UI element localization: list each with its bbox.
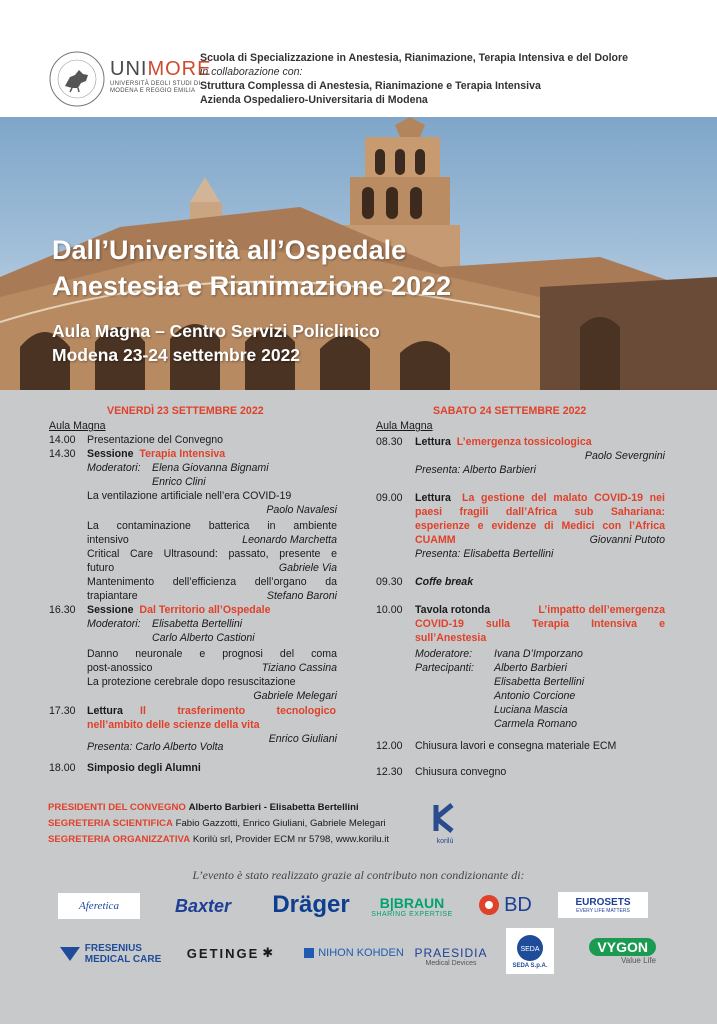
- sponsor-bbraun-logo: [364, 892, 460, 920]
- presenter-name: Elisabetta Bertellini: [463, 548, 554, 560]
- sponsor-draeger-logo: [270, 890, 352, 920]
- lecture-title: CUAMM: [415, 534, 456, 546]
- program-item: Presentazione del Convegno: [87, 434, 224, 446]
- session-heading: [87, 604, 271, 618]
- participant: Luciana Mascia: [494, 704, 568, 716]
- sponsor-name: B|BRAUN: [379, 894, 445, 911]
- event-subtitle: [52, 319, 380, 367]
- sponsor-fresenius-logo: [56, 940, 164, 968]
- sponsor-name: GETINGE: [186, 945, 260, 961]
- friday-title: VENERDÌ 23 SETTEMBRE 2022: [107, 405, 264, 417]
- sponsor-tagline: SHARING EXPERTISE: [371, 910, 453, 918]
- presenter: [415, 548, 553, 562]
- sponsor-name: FRESENIUS: [84, 943, 142, 954]
- brand-uni: UNI: [110, 58, 148, 80]
- speaker: Leonardo Marchetta: [242, 534, 337, 546]
- saturday-title: SABATO 24 SETTEMBRE 2022: [433, 405, 587, 417]
- lecture-label: Lettura: [415, 436, 451, 448]
- presidents-value: Alberto Barbieri - Elisabetta Bertellini: [188, 802, 359, 813]
- korilu-text: korilù: [436, 838, 454, 845]
- sponsor-name: BD: [504, 893, 532, 916]
- presenter-label: Presenta:: [87, 741, 133, 753]
- scientific-secretariat-line: [48, 817, 386, 830]
- korilu-logo: [430, 803, 460, 843]
- program-item: Coffe break: [415, 576, 474, 588]
- program-item: Simposio degli Alumni: [87, 762, 201, 774]
- speaker: Paolo Navalesi: [266, 504, 337, 516]
- moderator: Elisabetta Bertellini: [152, 618, 243, 630]
- time: 10.00: [376, 604, 403, 616]
- sponsor-tagline: EVERY LIFE MATTERS: [576, 907, 630, 914]
- lecture-label: Lettura: [415, 492, 451, 504]
- speaker: Tiziano Cassina: [261, 662, 337, 674]
- sponsor-tagline: Medical Devices: [425, 959, 477, 967]
- roundtable-title: L’impatto dell’emergenza: [538, 604, 665, 616]
- time: 17.30: [49, 705, 76, 717]
- session-label: Sessione: [87, 448, 134, 460]
- fresenius-mark-icon: [59, 945, 81, 963]
- talk: Mantenimento dell’efficienza dell’organo da: [87, 576, 337, 588]
- time: 16.30: [49, 604, 76, 616]
- brand-more: MORE: [147, 58, 212, 80]
- university-seal-icon: [48, 50, 106, 108]
- roundtable-title: sull’Anestesia: [415, 632, 487, 644]
- presenter: [415, 464, 536, 478]
- talk: La contaminazione batterica in ambiente: [87, 520, 337, 532]
- sponsor-name: VYGON: [589, 938, 656, 956]
- lecture-title: L’emergenza tossicologica: [456, 436, 592, 448]
- title-line-1: Dall’Università all’Ospedale: [52, 235, 407, 265]
- title-line-2: Anestesia e Rianimazione 2022: [52, 271, 452, 301]
- getinge-star-icon: ✱: [262, 945, 274, 960]
- speaker: Gabriele Via: [278, 562, 337, 574]
- organizing-value: Korilù srl, Provider ECM nr 5798, www.korilu.it: [192, 834, 390, 845]
- speaker: Giovanni Putoto: [589, 534, 665, 546]
- talk: intensivo: [87, 534, 129, 546]
- lecture-heading: [415, 436, 592, 450]
- organizing-secretariat-line: [48, 833, 389, 846]
- presidents-line: [48, 801, 359, 814]
- time: 09.30: [376, 576, 403, 588]
- lecture-title: La gestione del malato COVID-19 nei: [462, 492, 665, 504]
- program-item: Chiusura lavori e consegna materiale ECM: [415, 740, 617, 752]
- organizing-label: SEGRETERIA ORGANIZZATIVA: [48, 834, 191, 845]
- session-title: Dal Territorio all’Ospedale: [139, 604, 271, 616]
- sponsor-thanks: L’evento è stato realizzato grazie al contributo non condizionante di:: [192, 868, 525, 882]
- talk: La protezione cerebrale dopo resuscitazione: [87, 676, 296, 688]
- sponsor-name: Aferetica: [79, 900, 119, 912]
- header-line-1: Scuola di Specializzazione in Anestesia, Rianimazione, Terapia Intensiva e del Dolore: [200, 52, 628, 64]
- sponsor-vygon-logo: [576, 932, 656, 970]
- header-line-2: in collaborazione con:: [200, 66, 303, 78]
- moderator: Ivana D’Imporzano: [494, 648, 583, 660]
- time: 12.30: [376, 766, 403, 778]
- moderator-label: Moderatore:: [415, 648, 473, 660]
- moderators-label: Moderatori:: [87, 618, 141, 630]
- sponsor-name: Dräger: [272, 891, 350, 918]
- sponsor-name: EUROSETS: [575, 896, 631, 908]
- sponsor-name: PRAESIDIA: [414, 945, 488, 960]
- moderator: Elena Giovanna Bignami: [152, 462, 269, 474]
- presenter-name: Alberto Barbieri: [462, 464, 536, 476]
- lecture-title: esperienze e evidenze di Medici con l’Africa: [415, 520, 665, 532]
- seda-globe-icon: [515, 933, 545, 963]
- presenter-label: Presenta:: [415, 548, 461, 560]
- presenter-name: Carlo Alberto Volta: [135, 741, 224, 753]
- talk: La ventilazione artificiale nell’era COVID-19: [87, 490, 292, 502]
- talk: trapiantare: [87, 590, 138, 602]
- lecture-title: paesi fragili dall’Africa sub Sahariana:: [415, 506, 665, 518]
- time: 08.30: [376, 436, 403, 448]
- time: 14.00: [49, 434, 76, 446]
- presenter-label: Presenta:: [415, 464, 461, 476]
- event-title: [52, 232, 451, 304]
- friday-room: Aula Magna: [49, 420, 106, 432]
- svg-text:SEDA: SEDA: [520, 946, 540, 953]
- lecture-title: Il trasferimento tecnologico: [140, 705, 336, 717]
- speaker: Gabriele Melegari: [253, 690, 337, 702]
- sponsor-name-2: MEDICAL CARE: [84, 954, 162, 965]
- talk: futuro: [87, 562, 115, 574]
- sponsor-name: Baxter: [174, 895, 232, 916]
- participant: Antonio Corcione: [494, 690, 576, 702]
- saturday-room: Aula Magna: [376, 420, 433, 432]
- unimore-logo: [110, 58, 211, 95]
- time: 12.00: [376, 740, 403, 752]
- sponsor-bd-logo: [470, 891, 540, 919]
- sponsor-tagline: Value Life: [621, 955, 656, 965]
- sponsor-praesidia-logo: [416, 936, 486, 976]
- talk: Critical Care Ultrasound: passato, presente e: [87, 548, 337, 560]
- talk: post-anossico: [87, 662, 153, 674]
- korilu-mark-icon: [430, 803, 460, 833]
- time: 09.00: [376, 492, 403, 504]
- nihonkohden-mark-icon: [304, 948, 314, 958]
- participant: Alberto Barbieri: [494, 662, 568, 674]
- header-text: [200, 51, 700, 107]
- talk: Danno neuronale e prognosi del coma: [87, 648, 337, 660]
- sponsor-baxter-logo: [160, 893, 246, 919]
- roundtable-label: Tavola rotonda: [415, 604, 491, 616]
- sponsor-getinge-logo: [178, 941, 282, 965]
- participant: Carmela Romano: [494, 718, 578, 730]
- bd-sun-icon: [478, 894, 500, 916]
- sponsor-seda-logo: [506, 928, 554, 974]
- header-line-3: Struttura Complessa di Anestesia, Rianimazione e Terapia Intensiva: [200, 80, 541, 92]
- speaker: Stefano Baroni: [266, 590, 337, 602]
- time: 18.00: [49, 762, 76, 774]
- sponsor-name: NIHON KOHDEN: [318, 947, 404, 959]
- presenter: [87, 741, 223, 755]
- moderators-label: Moderatori:: [87, 462, 141, 474]
- session-label: Sessione: [87, 604, 134, 616]
- brand-sub-2: MODENA E REGGIO EMILIA: [110, 88, 196, 94]
- program-item: Chiusura convegno: [415, 766, 507, 778]
- time: 14.30: [49, 448, 76, 460]
- participants-label: Partecipanti:: [415, 662, 474, 674]
- sponsor-nihonkohden-logo: [302, 941, 406, 965]
- session-heading: [87, 448, 225, 462]
- speaker: Enrico Giuliani: [268, 733, 337, 745]
- presidents-label: PRESIDENTI DEL CONVEGNO: [48, 802, 186, 813]
- moderator: Enrico Clini: [152, 476, 206, 488]
- header-line-4: Azienda Ospedaliero-Universitaria di Modena: [200, 94, 428, 106]
- sponsor-eurosets-logo: [558, 892, 648, 918]
- session-title: Terapia Intensiva: [139, 448, 226, 460]
- speaker: Paolo Severgnini: [584, 450, 665, 462]
- lecture-label: Lettura: [87, 705, 123, 717]
- scientific-label: SEGRETERIA SCIENTIFICA: [48, 818, 173, 829]
- participant: Elisabetta Bertellini: [494, 676, 585, 688]
- lecture-title: nell’ambito delle scienze della vita: [87, 719, 260, 731]
- moderator: Carlo Alberto Castioni: [152, 632, 255, 644]
- dates: Modena 23-24 settembre 2022: [52, 345, 301, 365]
- venue: Aula Magna – Centro Servizi Policlinico: [52, 321, 380, 341]
- sponsor-aferetica-logo: [58, 893, 140, 919]
- roundtable-title: COVID-19 sulla Terapia Intensiva e: [415, 618, 665, 630]
- header: [0, 0, 717, 117]
- sponsor-name: SEDA S.p.A.: [512, 963, 548, 969]
- brand-sub-1: UNIVERSITÀ DEGLI STUDI DI: [110, 81, 201, 87]
- scientific-value: Fabio Gazzotti, Enrico Giuliani, Gabriele Melegari: [175, 818, 386, 829]
